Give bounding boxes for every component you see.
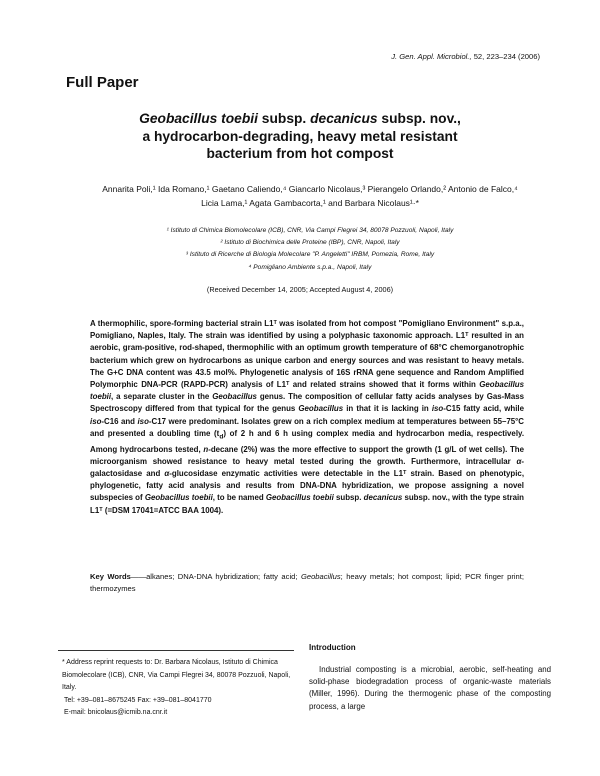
- paper-title: [0, 110, 600, 163]
- abstract-seg: -decane (2%) was the more effective to support the growth (1 g/L of wet cells). The microorganism showed resistance to heavy metal tested during the growth. Furthermore, intracellular: [90, 444, 524, 466]
- title-line-2: a hydrocarbon-degrading, heavy metal resistant: [142, 128, 458, 144]
- abstract: [90, 318, 524, 517]
- abstract-text: [90, 318, 524, 517]
- abstract-seg: ) of 2 h and 6 h using complex media and hydrocarbon media, respectively. Among hydrocarbons tested,: [90, 428, 525, 454]
- abstract-seg: -C16 and: [101, 416, 138, 426]
- abstract-italic: iso: [431, 404, 444, 414]
- title-line-3: bacterium from hot compost: [206, 146, 394, 161]
- abstract-italic: n: [203, 444, 209, 454]
- abstract-seg: -C15 fatty acid, while: [443, 404, 524, 414]
- affiliation-1: ¹ Istituto di Chimica Biomolecolare (ICB), CNR, Via Campi Flegrei 34, 80078 Pozzuoli, Napoli, Italy: [166, 227, 454, 234]
- footnote-rule: [58, 650, 294, 651]
- abstract-seg: -glucosidase enzymatic activities were detectable in the L1ᵀ strain. Based on phenotypic, phylogenetic, fatty acid analysis and results from DNA-DNA hybridization, we propose assigning a novel subspecies of: [90, 469, 525, 503]
- affiliation-3: ³ Istituto di Ricerche di Biologia Molecolare "P. Angeletti" IRBM, Pomezia, Rome, Italy: [185, 251, 435, 259]
- keywords-label: Key Words: [90, 572, 131, 581]
- journal-volume-pages: 52, 223–234 (2006): [473, 52, 540, 61]
- abstract-seg: -C17 were predominant. Isolates grew on a rich complex medium at temperatures between 55–75°C and presented a doubling time (t: [90, 416, 525, 438]
- abstract-italic: iso: [137, 416, 149, 426]
- received-dates: (Received December 14, 2005; Accepted August 4, 2006): [206, 285, 394, 294]
- abstract-italic: Geobacillus: [298, 404, 344, 414]
- author-list: [80, 182, 540, 210]
- journal-name: J. Gen. Appl. Microbiol.,: [391, 52, 472, 61]
- abstract-seg: , to be named: [212, 493, 266, 503]
- section-label: Full Paper: [66, 74, 139, 91]
- abstract-italic: α: [164, 469, 170, 479]
- abstract-subscript: d: [219, 433, 224, 441]
- affiliation-4: ⁴ Pomigliano Ambiente s.p.a., Napoli, Italy: [248, 263, 372, 271]
- abstract-seg: genus. The composition of cellular fatty acids analyses by Gas-Mass Spectroscopy differed from that typical for the genus: [90, 392, 524, 414]
- abstract-italic: decanicus: [363, 493, 403, 503]
- keywords-text: alkanes; DNA-DNA hybridization; fatty acid;: [146, 572, 301, 581]
- abstract-italic: Geobacillus toebii: [90, 380, 524, 402]
- keywords: [90, 571, 524, 595]
- introduction-heading: Introduction: [309, 643, 356, 652]
- keywords-text: ; heavy metals; hot compost; lipid; PCR finger print; thermozymes: [90, 572, 524, 593]
- affiliation-2: ² Istituto di Biochimica delle Proteine (IBP), CNR, Napoli, Italy: [220, 239, 400, 247]
- title-line-1: [0, 110, 600, 128]
- footnote-address: * Address reprint requests to: Dr. Barbara Nicolaus, Istituto di Chimica Biomolecolare (ICB), CNR, Via Campi Flegrei 34, 80078 Pozzuoli, Napoli, Italy.: [62, 659, 291, 692]
- authors-line-1: Annarita Poli,¹ Ida Romano,¹ Gaetano Caliendo,⁴ Giancarlo Nicolaus,³ Pierangelo Orlando,² Antonio de Falco,⁴: [102, 184, 518, 194]
- abstract-seg: A thermophilic, spore-forming bacterial strain L1ᵀ was isolated from hot compost "Pomigliano Environment" s.p.a., Pomigliano, Naples, Italy. The strain was identified by using a polyphasic taxonomic approach. L1ᵀ resulted in an aerobic, gram-positive, rod-shaped, thermophilic with an optimum growth temperature of 68°C chemorganotrophic bacterium which grew on hydrocarbons as unique carbon and energy sources and was resistant to heavy metals. The G+C DNA content was 43.5 mol%. Phylogenetic analysis of 16S rRNA gene sequence and Random Amplified Polymorphic DNA-PCR (RAPD-PCR) analysis of L1ᵀ and related strains showed that it forms within: [90, 319, 524, 390]
- footnote-email: E-mail: bnicolaus@icmib.na.cnr.it: [64, 709, 168, 717]
- journal-citation: [391, 52, 540, 61]
- title-nov: subsp. nov.,: [377, 111, 461, 126]
- title-subsp: subsp.: [257, 111, 311, 126]
- abstract-italic: Geobacillus toebii: [265, 493, 334, 503]
- keywords-italic: Geobacillus: [300, 572, 341, 581]
- abstract-seg: subsp. nov., with the type strain L1ᵀ (=DSM 17041=ATCC BAA 1004).: [90, 493, 524, 515]
- abstract-italic: Geobacillus toebii: [144, 493, 213, 503]
- title-subspecies: decanicus: [310, 111, 378, 126]
- footnote-phone: Tel: +39–081–8675245 Fax: +39–081–8041770: [64, 696, 212, 704]
- authors-line-2: Licia Lama,¹ Agata Gambacorta,¹ and Barbara Nicolaus¹·*: [201, 198, 419, 208]
- title-genus: Geobacillus toebii: [139, 111, 258, 126]
- abstract-italic: iso: [90, 416, 102, 426]
- introduction-text: Industrial composting is a microbial, aerobic, self-heating and solid-phase biodegradation process of organic-waste materials (Miller, 1996). During the thermogenic phase of the composting process, a large: [309, 665, 551, 711]
- abstract-seg: -galactosidase and: [90, 456, 524, 479]
- affiliations: [80, 225, 540, 274]
- abstract-seg: , a separate cluster in the: [111, 392, 213, 402]
- abstract-italic: Geobacillus: [212, 392, 257, 402]
- abstract-italic: α: [516, 456, 522, 466]
- keywords-dash: ——: [130, 572, 147, 581]
- abstract-seg: in that it is lacking in: [343, 404, 432, 414]
- abstract-seg: subsp.: [333, 493, 364, 503]
- correspondence-footnote: [62, 657, 294, 720]
